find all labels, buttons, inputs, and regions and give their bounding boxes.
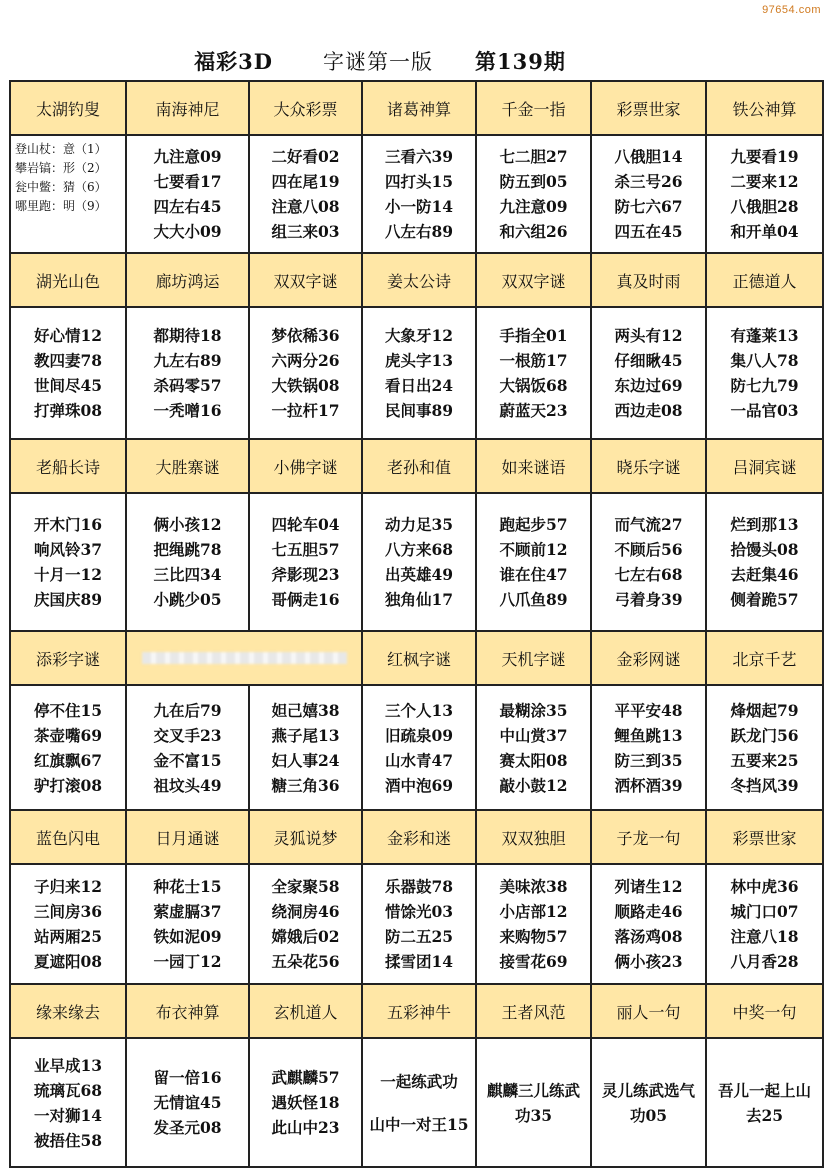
- riddle-line: 萦虚膈37: [153, 902, 222, 921]
- riddle-cell: [249, 307, 362, 439]
- riddle-line: 注意八18: [730, 927, 799, 946]
- riddle-line: 大大小09: [153, 222, 222, 241]
- riddle-cell: [249, 493, 362, 631]
- riddle-line: 响风铃37: [33, 540, 103, 559]
- riddle-line: 组三来03: [271, 222, 340, 241]
- riddle-cell: [10, 1038, 126, 1167]
- source-name: 正德道人: [706, 253, 823, 307]
- source-name: 大胜寨谜: [126, 439, 249, 493]
- riddle-cell: [126, 493, 249, 631]
- source-name: 双双独胆: [476, 810, 591, 864]
- riddle-line: 夏遮阳08: [33, 952, 103, 971]
- riddle-cell: [476, 307, 591, 439]
- riddle-line: 山中一对王15: [369, 1114, 469, 1134]
- riddle-line: 一对狮14: [33, 1105, 103, 1125]
- riddle-line: 瓮中鳖：猜（6）: [15, 180, 107, 194]
- source-name: 金彩和迷: [362, 810, 476, 864]
- source-name: 金彩网谜: [591, 631, 706, 685]
- riddle-cell: [10, 685, 126, 810]
- riddle-line: 八俄胆14: [614, 147, 683, 166]
- riddle-line: 糖三角36: [271, 775, 340, 795]
- riddle-line: 三比四34: [153, 565, 222, 584]
- riddle-line: 揉雪团14: [384, 952, 454, 971]
- header-row-2: [10, 253, 823, 307]
- riddle-line: 四左右45: [153, 197, 222, 216]
- content-row-1: [10, 135, 823, 253]
- riddle-line: 大铁锅08: [271, 376, 340, 395]
- blurred-text: [142, 652, 347, 664]
- riddle-line: 种花士15: [153, 877, 222, 896]
- riddle-line: 不顾前12: [499, 540, 568, 559]
- riddle-line: 拾馒头08: [730, 540, 799, 559]
- riddle-cell: [362, 493, 476, 631]
- riddle-cell: [706, 685, 823, 810]
- riddle-line: 好心情12: [33, 326, 103, 345]
- source-name: 玄机道人: [249, 984, 362, 1038]
- riddle-line: 妲己嬉38: [271, 700, 340, 720]
- riddle-line: 注意八08: [271, 197, 340, 216]
- riddle-line: 俩小孩12: [153, 515, 222, 534]
- riddle-cell: [10, 135, 126, 253]
- riddle-line: 东边过69: [614, 376, 683, 395]
- riddle-line: 落汤鸡08: [614, 927, 683, 946]
- riddle-line: 民间事89: [384, 401, 454, 420]
- riddle-line: 一园丁12: [153, 952, 222, 971]
- site-watermark: 97654.com: [762, 4, 821, 16]
- riddle-line: 铁如泥09: [153, 927, 222, 946]
- source-name: 中奖一句: [706, 984, 823, 1038]
- riddle-line: 麒麟三儿练武功35: [486, 1080, 580, 1125]
- riddle-line: 登山杖：意（1）: [15, 142, 107, 156]
- riddle-line: 吾儿一起上山去25: [717, 1080, 811, 1125]
- riddle-line: 独角仙17: [384, 590, 454, 609]
- riddle-cell: [126, 135, 249, 253]
- riddle-line: 来购物57: [499, 927, 568, 946]
- source-name: 铁公神算: [706, 81, 823, 135]
- riddle-cell: [591, 685, 706, 810]
- riddle-line: 山水青47: [384, 750, 454, 770]
- riddle-line: 林中虎36: [730, 877, 799, 896]
- riddle-cell: [476, 864, 591, 984]
- riddle-line: 敲小鼓12: [499, 775, 568, 795]
- riddle-line: 七左右68: [614, 565, 683, 584]
- riddle-line: 惜馀光03: [384, 902, 454, 921]
- riddle-line: 庆国庆89: [33, 590, 103, 609]
- riddle-cell: [706, 1038, 823, 1167]
- riddle-line: 停不住15: [33, 700, 103, 720]
- riddle-line: 冬挡风39: [730, 775, 799, 795]
- riddle-line: 俩小孩23: [614, 952, 683, 971]
- riddle-cell: [362, 135, 476, 253]
- riddle-cell: [591, 493, 706, 631]
- riddle-line: 遇妖怪18: [271, 1093, 340, 1112]
- riddle-line: 嫦娥后02: [271, 927, 340, 946]
- source-name: 丽人一句: [591, 984, 706, 1038]
- header-row-3: [10, 439, 823, 493]
- riddle-cell: [591, 1038, 706, 1167]
- riddle-line: 一起练武功: [380, 1071, 458, 1091]
- riddle-cell: [126, 307, 249, 439]
- riddle-line: 都期待18: [153, 326, 222, 345]
- source-name: 五彩神牛: [362, 984, 476, 1038]
- riddle-line: 九在后79: [153, 700, 222, 720]
- riddle-cell: [476, 493, 591, 631]
- riddle-line: 交叉手23: [153, 725, 222, 745]
- source-name: 布衣神算: [126, 984, 249, 1038]
- riddle-cell: [591, 307, 706, 439]
- riddle-line: 四打头15: [384, 172, 454, 191]
- riddle-line: 开木门16: [33, 515, 103, 534]
- riddle-line: 一根筋17: [499, 351, 568, 370]
- riddle-line: 红旗飘67: [33, 750, 103, 770]
- header-row-4: [10, 631, 823, 685]
- riddle-line: 斧影现23: [271, 565, 340, 584]
- content-row-3: [10, 493, 823, 631]
- riddle-line: 五要来25: [730, 750, 799, 770]
- riddle-line: 大锅饭68: [499, 376, 568, 395]
- source-name: 如来谜语: [476, 439, 591, 493]
- riddle-line: 灵儿练武选气功05: [601, 1080, 695, 1125]
- riddle-cell: [476, 685, 591, 810]
- riddle-line: 全家聚58: [271, 877, 340, 896]
- riddle-cell: [362, 685, 476, 810]
- source-name: 日月通谜: [126, 810, 249, 864]
- source-name: 添彩字谜: [10, 631, 126, 685]
- spacer: [363, 1094, 475, 1112]
- riddle-cell: [126, 864, 249, 984]
- riddle-line: 教四妻78: [33, 351, 103, 370]
- riddle-line: 一拉杆17: [271, 401, 340, 420]
- riddle-line: 九注意09: [153, 147, 222, 166]
- riddle-cell: [591, 864, 706, 984]
- riddle-line: 去赶集46: [730, 565, 799, 584]
- riddle-line: 三间房36: [33, 902, 103, 921]
- source-name: 南海神尼: [126, 81, 249, 135]
- header-row-5: [10, 810, 823, 864]
- riddle-cell: [476, 1038, 591, 1167]
- riddle-line: 烽烟起79: [730, 700, 799, 720]
- riddle-line: 平平安48: [614, 700, 683, 720]
- title-edition: 字谜第一版: [322, 50, 433, 74]
- source-name: 灵狐说梦: [249, 810, 362, 864]
- riddle-line: 七要看17: [153, 172, 222, 191]
- riddle-cell: [10, 493, 126, 631]
- riddle-table: [9, 80, 824, 1168]
- riddle-line: 四轮车04: [271, 515, 340, 534]
- source-name: 缘来缘去: [10, 984, 126, 1038]
- riddle-line: 防二五25: [384, 927, 454, 946]
- riddle-line: 八俄胆28: [730, 197, 799, 216]
- source-name: 王者风范: [476, 984, 591, 1038]
- content-row-4: [10, 685, 823, 810]
- riddle-line: 驴打滚08: [33, 775, 103, 795]
- riddle-line: 中山赏37: [499, 725, 568, 745]
- riddle-line: 世间尽45: [33, 376, 103, 395]
- riddle-line: 烂到那13: [730, 515, 799, 534]
- riddle-line: 打弹珠08: [33, 401, 103, 420]
- riddle-line: 弓着身39: [614, 590, 683, 609]
- riddle-line: 八左右89: [384, 222, 454, 241]
- riddle-line: 有蓬莱13: [730, 326, 799, 345]
- source-name: 小佛字谜: [249, 439, 362, 493]
- riddle-cell: [362, 864, 476, 984]
- riddle-cell: [362, 1038, 476, 1167]
- riddle-line: 祖坟头49: [153, 775, 222, 795]
- riddle-line: 杀码零57: [153, 376, 222, 395]
- riddle-line: 七二胆27: [499, 147, 568, 166]
- riddle-line: 八方来68: [384, 540, 454, 559]
- riddle-line: 燕子尾13: [271, 725, 340, 745]
- riddle-line: 跃龙门56: [730, 725, 799, 745]
- riddle-line: 七五胆57: [271, 540, 340, 559]
- riddle-line: 把绳跳78: [153, 540, 222, 559]
- riddle-line: 手指全01: [499, 326, 568, 345]
- riddle-line: 防五到05: [499, 172, 568, 191]
- riddle-line: 城门口07: [730, 902, 799, 921]
- riddle-line: 二要来12: [730, 172, 799, 191]
- riddle-line: 看日出24: [384, 376, 454, 395]
- header-row-6: [10, 984, 823, 1038]
- title-lottery: 福彩3D: [194, 49, 273, 74]
- riddle-line: 九注意09: [499, 197, 568, 216]
- riddle-cell: [706, 307, 823, 439]
- content-row-6: [10, 1038, 823, 1167]
- riddle-line: 防七六67: [614, 197, 683, 216]
- source-name: 彩票世家: [591, 81, 706, 135]
- riddle-cell: [249, 135, 362, 253]
- riddle-line: 发圣元08: [153, 1118, 222, 1137]
- riddle-line: 绕洞房46: [271, 902, 340, 921]
- riddle-line: 乐器鼓78: [384, 877, 454, 896]
- riddle-cell: [706, 135, 823, 253]
- riddle-line: 美味浓38: [499, 877, 568, 896]
- riddle-line: 赛太阳08: [499, 750, 568, 770]
- riddle-line: 两头有12: [614, 326, 683, 345]
- riddle-cell: [126, 1038, 249, 1167]
- source-name: 吕洞宾谜: [706, 439, 823, 493]
- riddle-line: 攀岩镐：形（2）: [15, 161, 107, 175]
- riddle-line: 妇人事24: [271, 750, 340, 770]
- riddle-line: 被捂住58: [33, 1130, 103, 1150]
- riddle-line: 四在尾19: [271, 172, 340, 191]
- riddle-cell: [706, 493, 823, 631]
- riddle-line: 一秃噌16: [153, 401, 222, 420]
- riddle-line: 鲤鱼跳13: [614, 725, 683, 745]
- riddle-line: 集八人78: [730, 351, 799, 370]
- riddle-line: 二好看02: [271, 147, 340, 166]
- riddle-line: 武麒麟57: [271, 1068, 340, 1087]
- riddle-line: 小店部12: [499, 902, 568, 921]
- blurred-header: [126, 631, 362, 685]
- riddle-line: 哪里跑：明（9）: [15, 199, 107, 213]
- source-name: 晓乐字谜: [591, 439, 706, 493]
- riddle-line: 八爪鱼89: [499, 590, 568, 609]
- source-name: 蓝色闪电: [10, 810, 126, 864]
- riddle-cell: [10, 307, 126, 439]
- riddle-cell: [249, 1038, 362, 1167]
- riddle-line: 防三到35: [614, 750, 683, 770]
- riddle-line: 九左右89: [153, 351, 222, 370]
- riddle-line: 小一防14: [384, 197, 454, 216]
- riddle-line: 最糊涂35: [499, 700, 568, 720]
- riddle-cell: [476, 135, 591, 253]
- content-row-5: [10, 864, 823, 984]
- riddle-line: 谁在住47: [499, 565, 568, 584]
- page-title: [0, 46, 760, 76]
- source-name: 太湖钓叟: [10, 81, 126, 135]
- content-row-2: [10, 307, 823, 439]
- source-name: 姜太公诗: [362, 253, 476, 307]
- source-name: 子龙一句: [591, 810, 706, 864]
- riddle-line: 茶壶嘴69: [33, 725, 103, 745]
- riddle-line: 四五在45: [614, 222, 683, 241]
- riddle-line: 无情谊45: [153, 1093, 222, 1112]
- riddle-cell: [249, 864, 362, 984]
- riddle-line: 和六组26: [499, 222, 568, 241]
- riddle-cell: [10, 864, 126, 984]
- riddle-line: 此山中23: [271, 1118, 340, 1137]
- riddle-line: 业早成13: [33, 1055, 103, 1075]
- riddle-cell: [591, 135, 706, 253]
- riddle-line: 三看六39: [384, 147, 454, 166]
- riddle-line: 小跳少05: [153, 590, 222, 609]
- source-name: 廊坊鸿运: [126, 253, 249, 307]
- source-name: 双双字谜: [476, 253, 591, 307]
- riddle-line: 西边走08: [614, 401, 683, 420]
- source-name: 湖光山色: [10, 253, 126, 307]
- source-name: 老孙和值: [362, 439, 476, 493]
- source-name: 彩票世家: [706, 810, 823, 864]
- riddle-line: 和开单04: [730, 222, 799, 241]
- source-name: 千金一指: [476, 81, 591, 135]
- title-issue: 第139期: [474, 49, 566, 74]
- source-name: 老船长诗: [10, 439, 126, 493]
- riddle-cell: [362, 307, 476, 439]
- riddle-line: 列诸生12: [614, 877, 683, 896]
- riddle-line: 动力足35: [384, 515, 454, 534]
- riddle-line: 哥俩走16: [271, 590, 340, 609]
- riddle-line: 顺路走46: [614, 902, 683, 921]
- source-name: 真及时雨: [591, 253, 706, 307]
- riddle-cell: [706, 864, 823, 984]
- riddle-line: 九要看19: [730, 147, 799, 166]
- source-name: 天机字谜: [476, 631, 591, 685]
- source-name: 双双字谜: [249, 253, 362, 307]
- riddle-line: 而气流27: [614, 515, 683, 534]
- source-name: 北京千艺: [706, 631, 823, 685]
- riddle-line: 杀三号26: [614, 172, 683, 191]
- riddle-line: 留一倍16: [153, 1068, 222, 1087]
- riddle-line: 站两厢25: [33, 927, 103, 946]
- riddle-cell: [249, 685, 362, 810]
- riddle-line: 蔚蓝天23: [499, 401, 568, 420]
- riddle-line: 仔细瞅45: [614, 351, 683, 370]
- riddle-line: 八月香28: [730, 952, 799, 971]
- riddle-line: 十月一12: [33, 565, 103, 584]
- riddle-line: 子归来12: [33, 877, 103, 896]
- riddle-line: 大象牙12: [384, 326, 454, 345]
- riddle-line: 金不富15: [153, 750, 222, 770]
- source-name: 红枫字谜: [362, 631, 476, 685]
- riddle-line: 接雪花69: [499, 952, 568, 971]
- header-row-1: [10, 81, 823, 135]
- riddle-line: 不顾后56: [614, 540, 683, 559]
- riddle-line: 三个人13: [384, 700, 454, 720]
- riddle-line: 出英雄49: [384, 565, 454, 584]
- riddle-line: 酒中泡69: [384, 775, 454, 795]
- riddle-line: 跑起步57: [499, 515, 568, 534]
- riddle-line: 琉璃瓦68: [33, 1080, 103, 1100]
- riddle-cell: [126, 685, 249, 810]
- riddle-line: 洒杯酒39: [614, 775, 683, 795]
- riddle-line: 梦依稀36: [271, 326, 340, 345]
- riddle-line: 旧疏泉09: [384, 725, 454, 745]
- riddle-line: 五朵花56: [271, 952, 340, 971]
- riddle-line: 六两分26: [271, 351, 340, 370]
- riddle-line: 虎头字13: [384, 351, 454, 370]
- source-name: 大众彩票: [249, 81, 362, 135]
- riddle-line: 侧着跪57: [730, 590, 799, 609]
- riddle-line: 一品官03: [730, 401, 799, 420]
- riddle-line: 防七九79: [730, 376, 799, 395]
- source-name: 诸葛神算: [362, 81, 476, 135]
